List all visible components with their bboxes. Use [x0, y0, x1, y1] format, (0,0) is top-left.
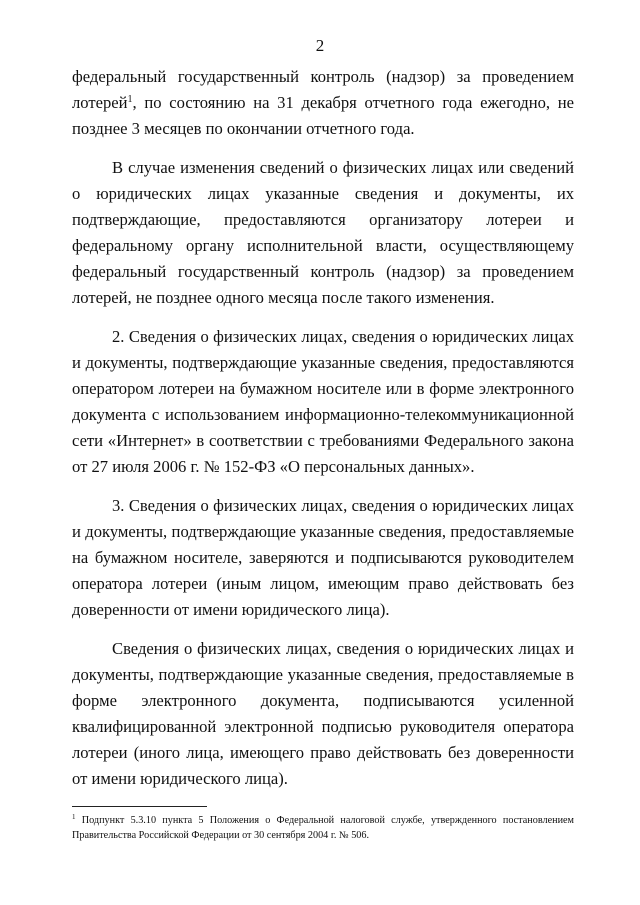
page-number: 2 — [315, 36, 325, 55]
paragraph-text: федеральный государственный контроль (надзор) за проведением лотерей — [72, 67, 574, 112]
footnote-text: Подпункт 5.3.10 пункта 5 Положения о Федеральной налоговой службе, утвержденного постановлением Правительства Российской Федерации от 30 сентября 2004 г. № 506. — [72, 815, 574, 841]
paragraph-continuation — [72, 64, 574, 142]
paragraph-text: , по состоянию на 31 декабря отчетного года ежегодно, не позднее 3 месяцев по окончании отчетного года. — [72, 93, 574, 138]
paragraph-change-notice: В случае изменения сведений о физических лицах или сведений о юридических лицах указанные сведения и документы, их подтверждающие, предоставляются организатору лотереи и федеральному органу исполнительной власти, осуществляющему федеральный государственный контроль (надзор) за проведением лотерей, не позднее одного месяца после такого изменения. — [72, 158, 574, 307]
document-body — [72, 64, 574, 805]
paragraph-electronic-signature: Сведения о физических лицах, сведения о юридических лицах и документы, подтверждающие указанные сведения, предоставляемые в форме электронного документа, подписываются усиленной квалифицированной электронной подписью руководителя оператора лотереи (иного лица, имеющего право действовать без доверенности от имени юридического лица). — [72, 639, 574, 788]
footnote-marker: 1 — [72, 813, 76, 821]
footnote — [72, 813, 574, 843]
footnote-divider — [72, 806, 207, 807]
paragraph-item-2: 2. Сведения о физических лицах, сведения о юридических лицах и документы, подтверждающие указанные сведения, предоставляются оператором лотереи на бумажном носителе или в форме электронного документа с использованием информационно-телекоммуникационной сети «Интернет» в соответствии с требованиями Федерального закона от 27 июля 2006 г. № 152-ФЗ «О персональных данных». — [72, 327, 574, 476]
footnote-reference[interactable]: 1 — [127, 94, 133, 105]
paragraph-item-3: 3. Сведения о физических лицах, сведения о юридических лицах и документы, подтверждающие указанные сведения, предоставляемые на бумажном носителе, заверяются и подписываются руководителем оператора лотереи (иным лицом, имеющим право действовать без доверенности от имени юридического лица). — [72, 496, 574, 619]
